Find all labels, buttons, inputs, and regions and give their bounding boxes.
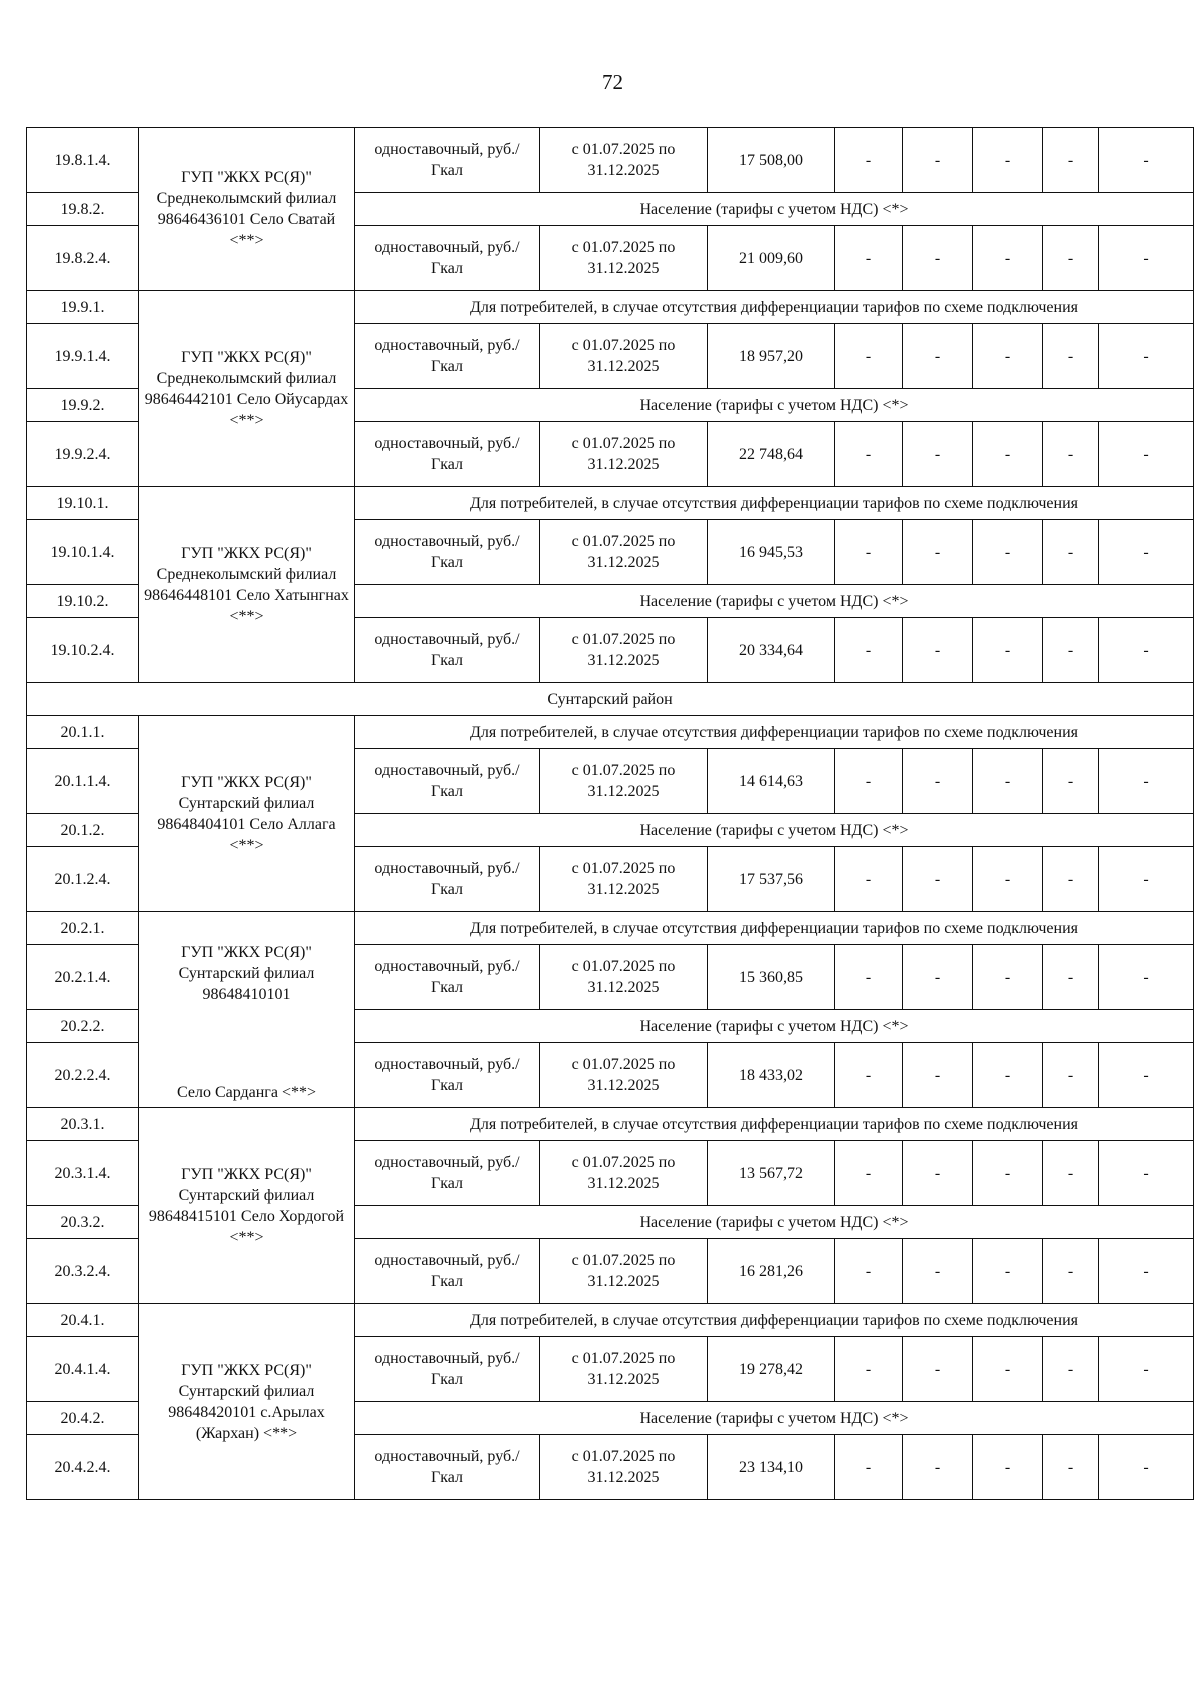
consumer-category: Население (тарифы с учетом НДС) <*>	[355, 585, 1194, 618]
tariff-period: с 01.07.2025 по 31.12.2025	[540, 226, 708, 291]
empty-value-cell: -	[973, 226, 1043, 291]
tariff-period: с 01.07.2025 по 31.12.2025	[540, 618, 708, 683]
consumer-category: Население (тарифы с учетом НДС) <*>	[355, 389, 1194, 422]
tariff-type: одноставочный, руб./Гкал	[355, 1141, 540, 1206]
row-code: 20.4.1.	[27, 1304, 139, 1337]
row-code: 20.2.2.4.	[27, 1043, 139, 1108]
tariff-value: 16 281,26	[708, 1239, 835, 1304]
table-row	[27, 128, 1194, 193]
tariff-type: одноставочный, руб./Гкал	[355, 324, 540, 389]
row-code: 20.2.2.	[27, 1010, 139, 1043]
tariff-type: одноставочный, руб./Гкал	[355, 1043, 540, 1108]
empty-value-cell: -	[835, 128, 903, 193]
consumer-category: Население (тарифы с учетом НДС) <*>	[355, 1402, 1194, 1435]
empty-value-cell: -	[973, 520, 1043, 585]
empty-value-cell: -	[973, 1239, 1043, 1304]
empty-value-cell: -	[1043, 847, 1099, 912]
empty-value-cell: -	[903, 847, 973, 912]
empty-value-cell: -	[973, 618, 1043, 683]
tariff-type: одноставочный, руб./Гкал	[355, 1239, 540, 1304]
row-code: 19.9.1.	[27, 291, 139, 324]
settlement-name: Село Сарданга <**>	[176, 1084, 317, 1101]
empty-value-cell: -	[973, 128, 1043, 193]
tariff-type: одноставочный, руб./Гкал	[355, 749, 540, 814]
table-row	[27, 1304, 1194, 1337]
tariff-type: одноставочный, руб./Гкал	[355, 847, 540, 912]
tariff-type: одноставочный, руб./Гкал	[355, 422, 540, 487]
row-code: 19.8.2.4.	[27, 226, 139, 291]
row-code: 20.2.1.	[27, 912, 139, 945]
empty-value-cell: -	[973, 1141, 1043, 1206]
row-code: 19.9.2.	[27, 389, 139, 422]
tariff-type: одноставочный, руб./Гкал	[355, 226, 540, 291]
row-code: 20.1.1.4.	[27, 749, 139, 814]
empty-value-cell: -	[835, 324, 903, 389]
tariff-period: с 01.07.2025 по 31.12.2025	[540, 749, 708, 814]
empty-value-cell: -	[835, 618, 903, 683]
empty-value-cell: -	[1043, 1337, 1099, 1402]
empty-value-cell: -	[1043, 1043, 1099, 1108]
row-code: 20.1.1.	[27, 716, 139, 749]
organization-cell: ГУП "ЖКХ РС(Я)" Среднеколымский филиал 98646436101 Село Сватай <**>	[139, 128, 355, 291]
table-row	[27, 1108, 1194, 1141]
table-row	[27, 487, 1194, 520]
tariff-period: с 01.07.2025 по 31.12.2025	[540, 1239, 708, 1304]
empty-value-cell: -	[835, 1043, 903, 1108]
empty-value-cell: -	[1043, 520, 1099, 585]
empty-value-cell: -	[1099, 618, 1194, 683]
empty-value-cell: -	[1043, 1435, 1099, 1500]
organization-cell	[139, 912, 355, 1108]
page-number: 72	[602, 70, 623, 94]
row-code: 20.4.1.4.	[27, 1337, 139, 1402]
organization-cell: ГУП "ЖКХ РС(Я)" Сунтарский филиал 98648420101 с.Арылах (Жархан) <**>	[139, 1304, 355, 1500]
empty-value-cell: -	[1043, 618, 1099, 683]
empty-value-cell: -	[903, 324, 973, 389]
tariff-value: 21 009,60	[708, 226, 835, 291]
empty-value-cell: -	[1099, 749, 1194, 814]
tariff-table	[26, 127, 1194, 1500]
empty-value-cell: -	[1043, 1239, 1099, 1304]
empty-value-cell: -	[1043, 226, 1099, 291]
empty-value-cell: -	[903, 945, 973, 1010]
row-code: 20.3.2.4.	[27, 1239, 139, 1304]
organization-cell: ГУП "ЖКХ РС(Я)" Среднеколымский филиал 98646442101 Село Ойусардах <**>	[139, 291, 355, 487]
empty-value-cell: -	[973, 749, 1043, 814]
empty-value-cell: -	[835, 847, 903, 912]
tariff-value: 17 508,00	[708, 128, 835, 193]
empty-value-cell: -	[903, 1337, 973, 1402]
tariff-period: с 01.07.2025 по 31.12.2025	[540, 520, 708, 585]
tariff-value: 16 945,53	[708, 520, 835, 585]
empty-value-cell: -	[903, 749, 973, 814]
consumer-category: Население (тарифы с учетом НДС) <*>	[355, 814, 1194, 847]
empty-value-cell: -	[903, 618, 973, 683]
row-code: 19.8.2.	[27, 193, 139, 226]
tariff-type: одноставочный, руб./Гкал	[355, 1337, 540, 1402]
empty-value-cell: -	[903, 226, 973, 291]
empty-value-cell: -	[1043, 128, 1099, 193]
empty-value-cell: -	[835, 226, 903, 291]
empty-value-cell: -	[1099, 945, 1194, 1010]
tariff-value: 17 537,56	[708, 847, 835, 912]
empty-value-cell: -	[835, 520, 903, 585]
row-code: 19.9.1.4.	[27, 324, 139, 389]
row-code: 19.10.1.	[27, 487, 139, 520]
empty-value-cell: -	[1099, 1435, 1194, 1500]
row-code: 19.10.2.	[27, 585, 139, 618]
table-row	[27, 912, 1194, 945]
empty-value-cell: -	[903, 422, 973, 487]
empty-value-cell: -	[835, 422, 903, 487]
consumer-category: Для потребителей, в случае отсутствия дифференциации тарифов по схеме подключения	[355, 1304, 1194, 1337]
row-code: 20.2.1.4.	[27, 945, 139, 1010]
tariff-type: одноставочный, руб./Гкал	[355, 128, 540, 193]
row-code: 20.4.2.4.	[27, 1435, 139, 1500]
tariff-value: 18 957,20	[708, 324, 835, 389]
consumer-category: Для потребителей, в случае отсутствия дифференциации тарифов по схеме подключения	[355, 1108, 1194, 1141]
empty-value-cell: -	[1099, 1043, 1194, 1108]
organization-cell: ГУП "ЖКХ РС(Я)" Сунтарский филиал 98648415101 Село Хордогой <**>	[139, 1108, 355, 1304]
tariff-type: одноставочный, руб./Гкал	[355, 618, 540, 683]
empty-value-cell: -	[1099, 422, 1194, 487]
row-code: 19.10.1.4.	[27, 520, 139, 585]
consumer-category: Для потребителей, в случае отсутствия дифференциации тарифов по схеме подключения	[355, 716, 1194, 749]
tariff-period: с 01.07.2025 по 31.12.2025	[540, 128, 708, 193]
organization-name: ГУП "ЖКХ РС(Я)" Сунтарский филиал 98648410101	[178, 944, 315, 1003]
empty-value-cell: -	[835, 749, 903, 814]
empty-value-cell: -	[903, 1043, 973, 1108]
tariff-type: одноставочный, руб./Гкал	[355, 1435, 540, 1500]
consumer-category: Население (тарифы с учетом НДС) <*>	[355, 1206, 1194, 1239]
empty-value-cell: -	[1043, 945, 1099, 1010]
empty-value-cell: -	[1099, 520, 1194, 585]
district-header-row	[27, 683, 1194, 716]
empty-value-cell: -	[1099, 226, 1194, 291]
consumer-category: Население (тарифы с учетом НДС) <*>	[355, 193, 1194, 226]
tariff-value: 15 360,85	[708, 945, 835, 1010]
tariff-period: с 01.07.2025 по 31.12.2025	[540, 945, 708, 1010]
empty-value-cell: -	[973, 847, 1043, 912]
empty-value-cell: -	[973, 324, 1043, 389]
tariff-period: с 01.07.2025 по 31.12.2025	[540, 1043, 708, 1108]
empty-value-cell: -	[835, 1141, 903, 1206]
district-name: Сунтарский район	[27, 683, 1194, 716]
table-row	[27, 716, 1194, 749]
tariff-value: 19 278,42	[708, 1337, 835, 1402]
row-code: 20.1.2.4.	[27, 847, 139, 912]
row-code: 20.3.1.4.	[27, 1141, 139, 1206]
empty-value-cell: -	[903, 1435, 973, 1500]
empty-value-cell: -	[1043, 422, 1099, 487]
tariff-period: с 01.07.2025 по 31.12.2025	[540, 422, 708, 487]
empty-value-cell: -	[1099, 324, 1194, 389]
consumer-category: Для потребителей, в случае отсутствия дифференциации тарифов по схеме подключения	[355, 487, 1194, 520]
empty-value-cell: -	[903, 1141, 973, 1206]
row-code: 20.4.2.	[27, 1402, 139, 1435]
tariff-value: 23 134,10	[708, 1435, 835, 1500]
empty-value-cell: -	[973, 1043, 1043, 1108]
tariff-period: с 01.07.2025 по 31.12.2025	[540, 1337, 708, 1402]
tariff-period: с 01.07.2025 по 31.12.2025	[540, 847, 708, 912]
empty-value-cell: -	[973, 422, 1043, 487]
empty-value-cell: -	[1099, 128, 1194, 193]
tariff-period: с 01.07.2025 по 31.12.2025	[540, 324, 708, 389]
empty-value-cell: -	[835, 1337, 903, 1402]
empty-value-cell: -	[835, 1239, 903, 1304]
empty-value-cell: -	[1043, 749, 1099, 814]
table-row	[27, 291, 1194, 324]
organization-cell: ГУП "ЖКХ РС(Я)" Сунтарский филиал 98648404101 Село Аллага <**>	[139, 716, 355, 912]
tariff-value: 22 748,64	[708, 422, 835, 487]
consumer-category: Для потребителей, в случае отсутствия дифференциации тарифов по схеме подключения	[355, 291, 1194, 324]
empty-value-cell: -	[1099, 1141, 1194, 1206]
empty-value-cell: -	[973, 1435, 1043, 1500]
empty-value-cell: -	[1099, 1337, 1194, 1402]
empty-value-cell: -	[1043, 1141, 1099, 1206]
empty-value-cell: -	[903, 520, 973, 585]
empty-value-cell: -	[835, 1435, 903, 1500]
empty-value-cell: -	[973, 945, 1043, 1010]
organization-cell: ГУП "ЖКХ РС(Я)" Среднеколымский филиал 98646448101 Село Хатынгнах <**>	[139, 487, 355, 683]
empty-value-cell: -	[1099, 847, 1194, 912]
empty-value-cell: -	[903, 1239, 973, 1304]
tariff-value: 20 334,64	[708, 618, 835, 683]
empty-value-cell: -	[903, 128, 973, 193]
consumer-category: Население (тарифы с учетом НДС) <*>	[355, 1010, 1194, 1043]
row-code: 20.1.2.	[27, 814, 139, 847]
empty-value-cell: -	[973, 1337, 1043, 1402]
tariff-type: одноставочный, руб./Гкал	[355, 520, 540, 585]
tariff-period: с 01.07.2025 по 31.12.2025	[540, 1141, 708, 1206]
row-code: 20.3.2.	[27, 1206, 139, 1239]
empty-value-cell: -	[1099, 1239, 1194, 1304]
tariff-value: 14 614,63	[708, 749, 835, 814]
tariff-period: с 01.07.2025 по 31.12.2025	[540, 1435, 708, 1500]
tariff-type: одноставочный, руб./Гкал	[355, 945, 540, 1010]
tariff-value: 13 567,72	[708, 1141, 835, 1206]
empty-value-cell: -	[1043, 324, 1099, 389]
empty-value-cell: -	[835, 945, 903, 1010]
tariff-value: 18 433,02	[708, 1043, 835, 1108]
row-code: 19.10.2.4.	[27, 618, 139, 683]
row-code: 20.3.1.	[27, 1108, 139, 1141]
consumer-category: Для потребителей, в случае отсутствия дифференциации тарифов по схеме подключения	[355, 912, 1194, 945]
row-code: 19.8.1.4.	[27, 128, 139, 193]
row-code: 19.9.2.4.	[27, 422, 139, 487]
